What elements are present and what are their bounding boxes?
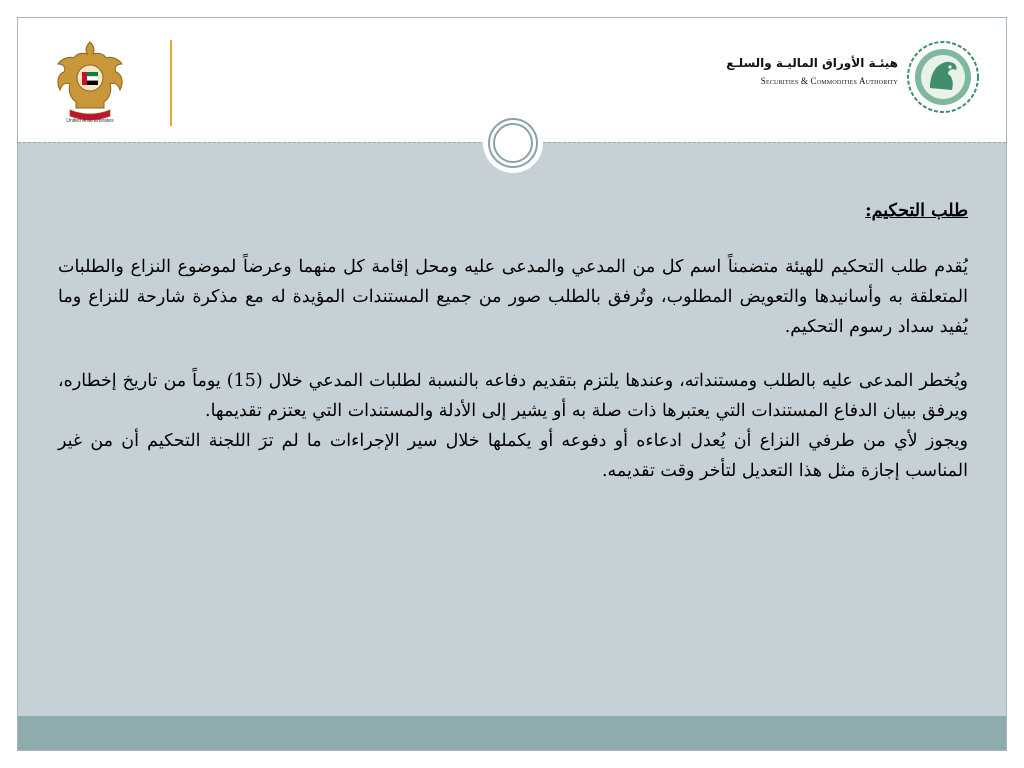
paragraph-amendment: ويجوز لأي من طرفي النزاع أن يُعدل ادعاءه أو دفوعه أو يكملها خلال سير الإجراءات ما لم ترَ اللجنة التحكيم أن من غير المناسب إجازة مثل هذا التعديل لتأخر وقت تقديمه. [58, 431, 968, 481]
sca-falcon-logo-icon [906, 40, 980, 114]
slide [17, 17, 1007, 751]
decorative-ring-inner [493, 123, 533, 163]
authority-name-english: Securities & Commodities Authority [760, 76, 898, 86]
section-title: طلب التحكيم: [865, 201, 968, 221]
authority-name-arabic: هيئـة الأوراق الماليـة والسلـع [726, 56, 898, 70]
header-divider [170, 40, 172, 126]
footer-band [18, 716, 1006, 750]
paragraph-arbitration-request: يُقدم طلب التحكيم للهيئة متضمناً اسم كل من المدعي والمدعى عليه ومحل إقامة كل منهما وعرضاً لموضوع النزاع والطلبات المتعلقة به وأسانيدها والتعويض المطلوب، وتُرفق بالطلب صور من جميع المستندات المؤيدة له مع مذكرة شارحة للنزاع وما يُفيد سداد رسوم التحكيم. [58, 257, 968, 337]
uae-caption: United Arab Emirates [66, 118, 114, 124]
falcon-emblem-icon [52, 38, 128, 130]
paragraph-defendant-notice: ويُخطر المدعى عليه بالطلب ومستنداته، وعندها يلتزم بتقديم دفاعه بالنسبة لطلبات المدعي خلال (15) يوماً من تاريخ إخطاره، ويرفق ببيان الدفاع المستندات التي يعتبرها ذات صلة به أو يشير إلى الأدلة والمستندات التي يعتزم تقديمها. [58, 371, 968, 421]
slide-content [58, 196, 968, 486]
